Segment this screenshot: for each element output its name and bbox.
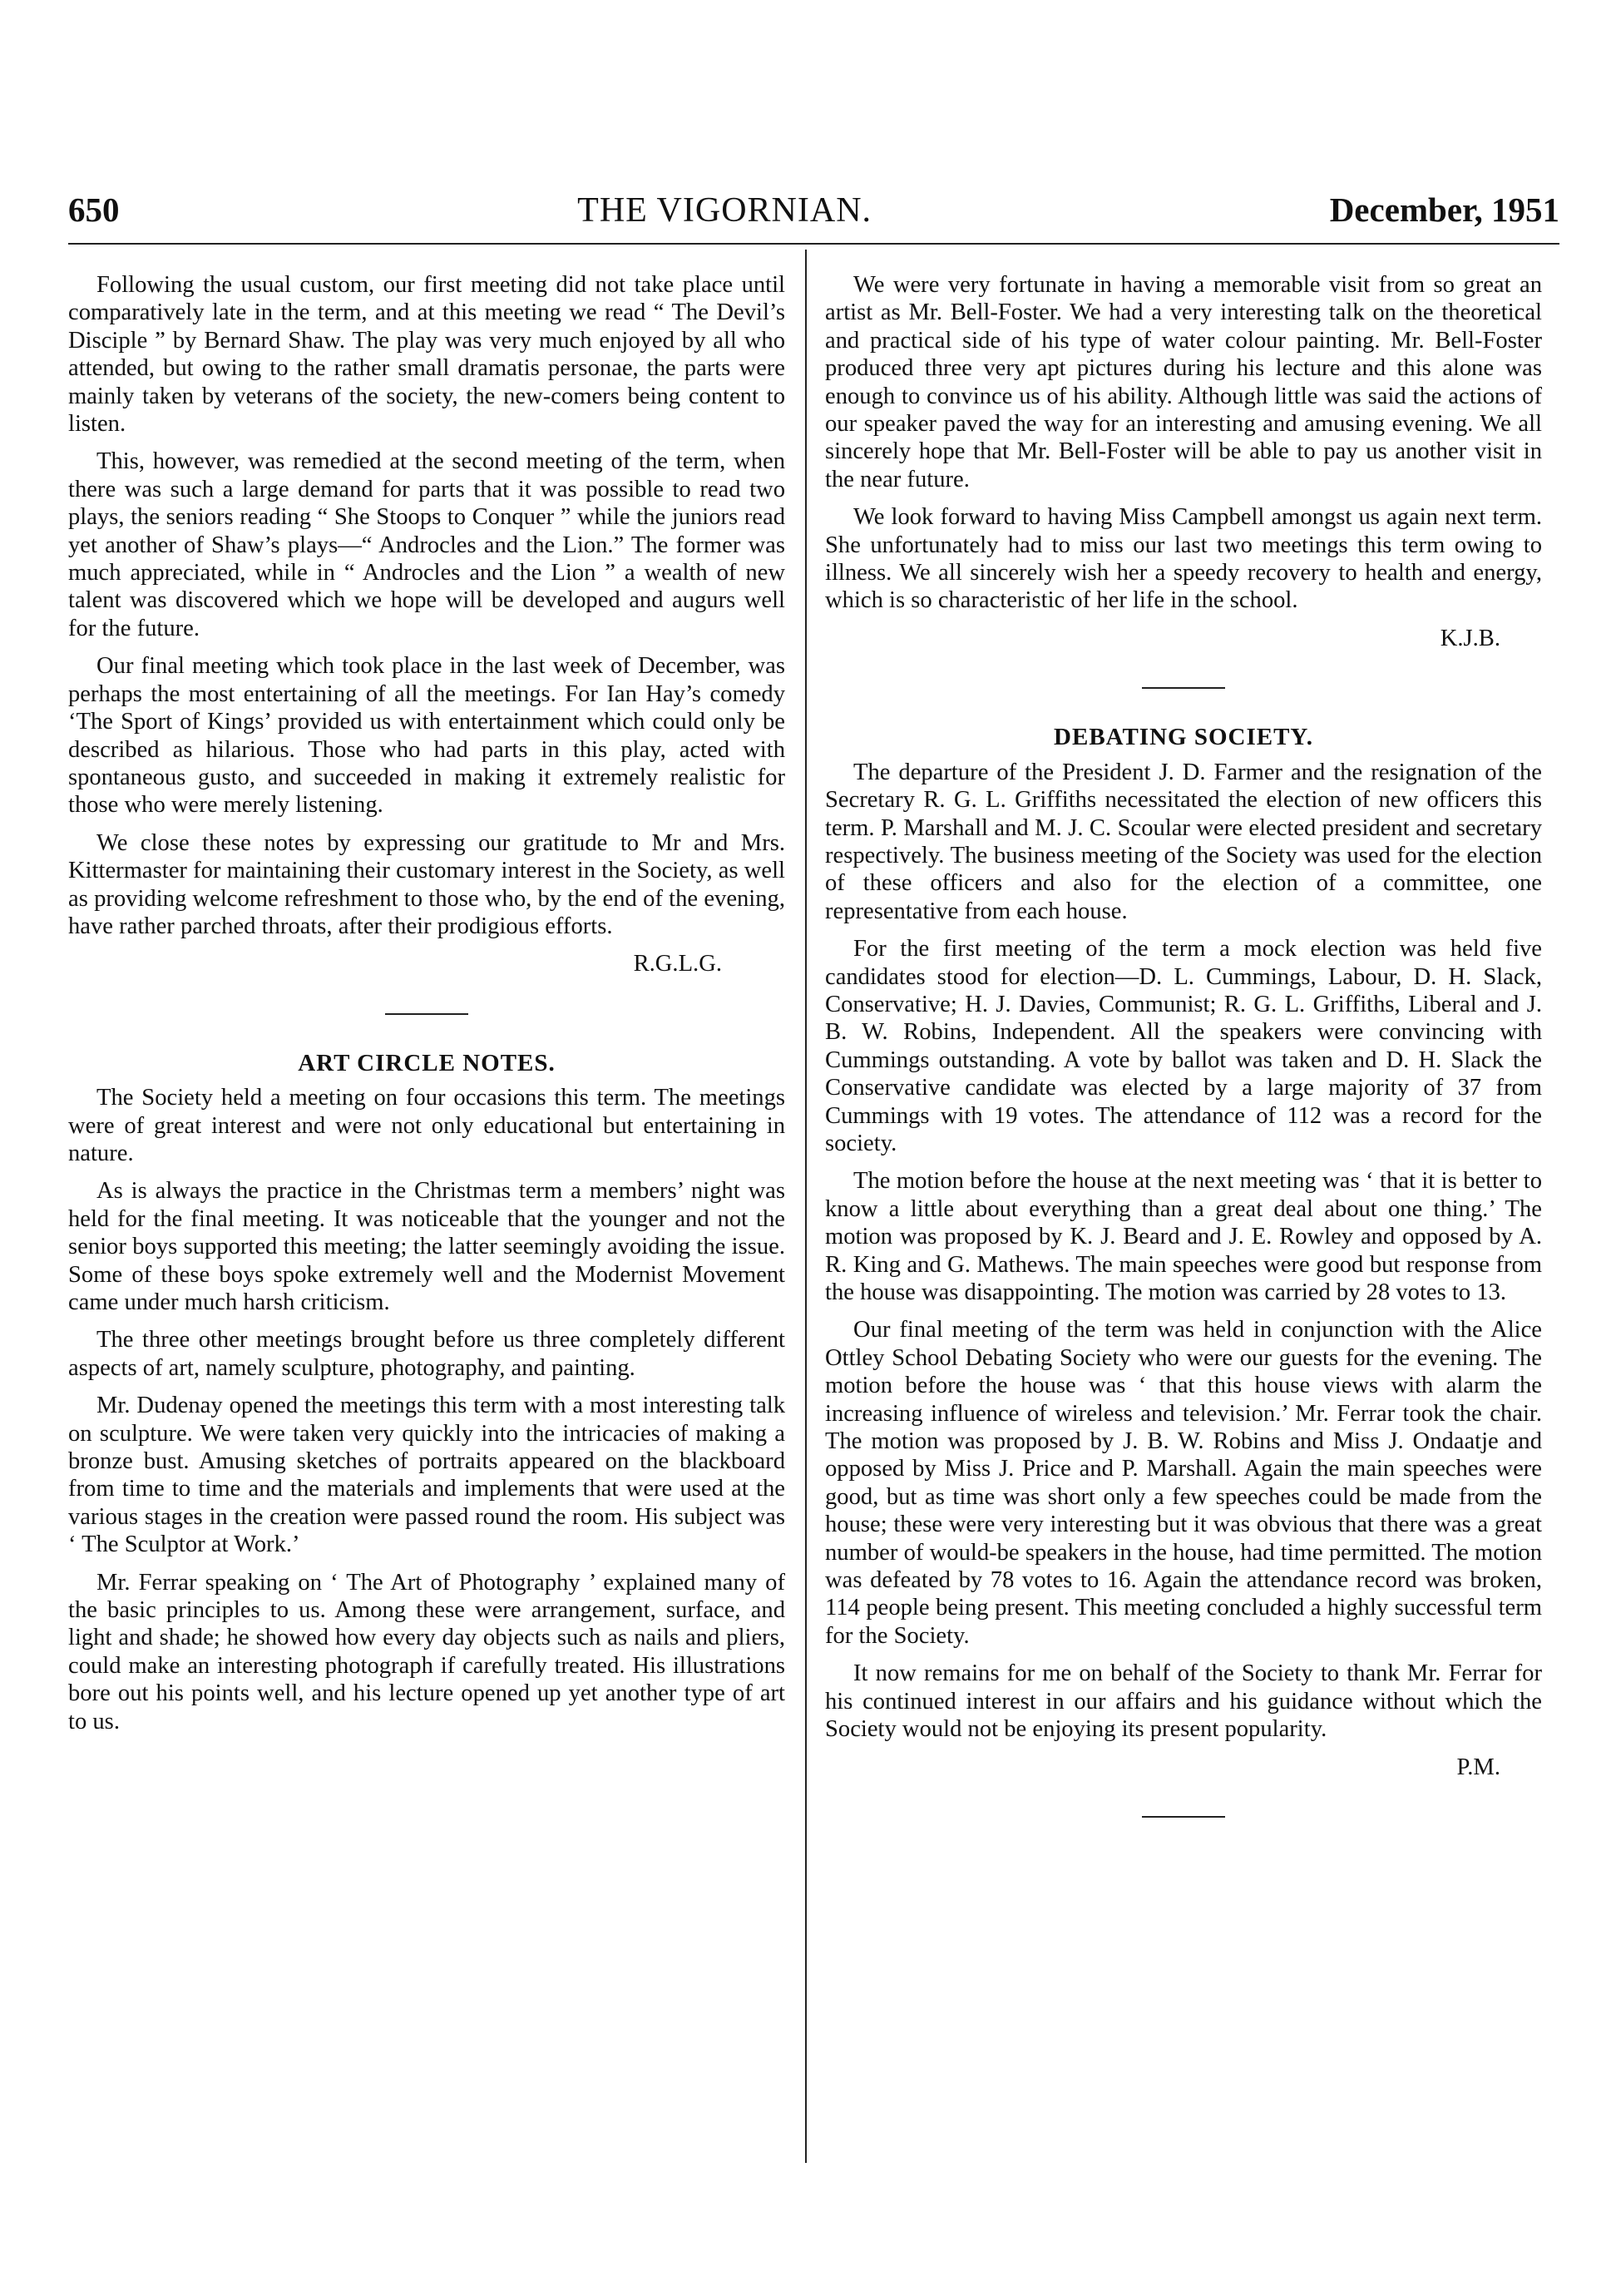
- issue-date: December, 1951: [1329, 191, 1559, 229]
- dramatic-paragraph-4: We close these notes by expressing our gratitude to Mr and Mrs. Kittermaster for maintaining their customary interest in the Society, as well as providing welcome refreshment to those who, by the end of the evening, have rather parched throats, after their prodigious efforts.: [68, 829, 785, 939]
- dramatic-signature: R.G.L.G.: [633, 951, 722, 977]
- column-divider: [805, 250, 807, 2163]
- debating-signature: P.M.: [1456, 1754, 1500, 1780]
- debating-paragraph-2: For the first meeting of the term a mock election was held five candidates stood for election—D. L. Cummings, Labour, D. H. Slack, Conservative; H. J. Davies, Communist; R. G. L. Griffiths, Liberal and J. B. W. Robins, Independent. All the speakers were convincing with Cummings outstanding. A vote by ballot was taken and D. H. Slack the Conservative candidate was elected by a large majority of 37 from Cummings with 19 votes. The attendance of 112 was a record for the society.: [825, 936, 1542, 1156]
- debating-society-heading: DEBATING SOCIETY.: [1054, 724, 1313, 751]
- art-paragraph-3: The three other meetings brought before us three completely different aspects of art, namely sculpture, photography, and painting.: [68, 1327, 785, 1381]
- art-continued-paragraph-1: We were very fortunate in having a memorable visit from so great an artist as Mr. Bell-Foster. We had a very interesting talk on the theoretical and practical side of his type of water colour painting. Mr. Bell-Foster produced three very apt pictures during his lecture and this alone was enough to convince us of his ability. Although little was said the actions of our speaker paved the way for an interesting and amusing evening. We all sincerely hope that Mr. Bell-Foster will be able to pay us another visit in the near future.: [825, 272, 1542, 492]
- header-rule: [68, 243, 1559, 245]
- art-continued-paragraph-2: We look forward to having Miss Campbell amongst us again next term. She unfortunately had to miss our last two meetings this term owing to illness. We all sincerely wish her a speedy recovery to health and energy, which is so characteristic of her life in the school.: [825, 504, 1542, 614]
- art-circle-heading: ART CIRCLE NOTES.: [298, 1049, 556, 1076]
- debating-paragraph-4: Our final meeting of the term was held in conjunction with the Alice Ottley School Debating Society who were our guests for the evening. The motion before the house was ‘ that this house views with alarm the increasing influence of wireless and television.’ Mr. Ferrar took the chair. The motion was proposed by J. B. W. Robins and Miss J. Ondaatje and opposed by Miss J. Price and P. Marshall. Again the main speeches were good, but as time was short only a few speeches could be made from the house; these were very interesting but it was obvious that there was a great number of would-be speakers in the house, had time permitted. The motion was defeated by 78 votes to 16. Again the attendance record was broken, 114 people being present. This meeting concluded a highly successful term for the Society.: [825, 1317, 1542, 1649]
- section-separator: [385, 1013, 468, 1015]
- art-paragraph-4: Mr. Dudenay opened the meetings this term with a most interesting talk on sculpture. We were taken very quickly into the intricacies of making a bronze bust. Amusing sketches of portraits appeared on the blackboard from time to time and the materials and implements that were used at the various stages in the creation were passed round the room. His subject was ‘ The Sculptor at Work.’: [68, 1393, 785, 1558]
- dramatic-paragraph-3: Our final meeting which took place in the last week of December, was perhaps the most entertaining of all the meetings. For Ian Hay’s comedy ‘The Sport of Kings’ provided us with entertainment which could only be described as hilarious. Those who had parts in this play, acted with spontaneous gusto, and succeeded in making it extremely realistic for those who were merely listening.: [68, 653, 785, 819]
- art-paragraph-5: Mr. Ferrar speaking on ‘ The Art of Photography ’ explained many of the basic principles to us. Among these were arrangement, surface, and light and shade; he showed how every day objects such as nails and pliers, could make an interesting photograph if carefully treated. His illustrations bore out his points well, and his lecture opened up yet another type of art to us.: [68, 1569, 785, 1734]
- running-head: [68, 190, 1559, 236]
- debating-paragraph-1: The departure of the President J. D. Farmer and the resignation of the Secretary R. G. L. Griffiths necessitated the election of new officers this term. P. Marshall and M. J. C. Scoular were elected president and secretary respectively. The business meeting of the Society was used for the election of these officers and also for the election of a committee, one representative from each house.: [825, 759, 1542, 924]
- publication-title: THE VIGORNIAN.: [577, 191, 872, 230]
- dramatic-paragraph-1: Following the usual custom, our first meeting did not take place until comparatively late in the term, and at this meeting we read “ The Devil’s Disciple ” by Bernard Shaw. The play was very much enjoyed by all who attended, but owing to the rather small dramatis personae, the parts were mainly taken by veterans of the society, the new-comers being content to listen.: [68, 272, 785, 438]
- right-column: [825, 271, 1542, 1853]
- left-column: [68, 271, 785, 1745]
- art-paragraph-1: The Society held a meeting on four occasions this term. The meetings were of great interest and were not only educational but entertaining in nature.: [68, 1085, 785, 1166]
- section-separator: [1142, 687, 1225, 689]
- dramatic-paragraph-2: This, however, was remedied at the second meeting of the term, when there was such a large demand for parts that it was possible to read two plays, the seniors reading “ She Stoops to Conquer ” while the juniors read yet another of Shaw’s plays—“ Androcles and the Lion.” The former was much appreciated, while in “ Androcles and the Lion ” a wealth of new talent was discovered which we hope will be developed and augurs well for the future.: [68, 448, 785, 641]
- page-number: 650: [68, 191, 120, 229]
- art-paragraph-2: As is always the practice in the Christmas term a members’ night was held for the final meeting. It was noticeable that the younger and not the senior boys supported this meeting; the latter seemingly avoiding the issue. Some of these boys spoke extremely well and the Modernist Movement came under much harsh criticism.: [68, 1178, 785, 1315]
- debating-paragraph-5: It now remains for me on behalf of the Society to thank Mr. Ferrar for his continued interest in our affairs and his guidance without which the Society would not be enjoying its present popularity.: [825, 1660, 1542, 1743]
- end-separator: [1142, 1816, 1225, 1818]
- art-signature: K.J.B.: [1440, 625, 1500, 651]
- debating-paragraph-3: The motion before the house at the next meeting was ‘ that it is better to know a little about everything than a great deal about one thing.’ The motion was proposed by K. J. Beard and J. E. Rowley and opposed by A. R. King and G. Mathews. The main speeches were good but response from the house was disappointing. The motion was carried by 28 votes to 13.: [825, 1168, 1542, 1305]
